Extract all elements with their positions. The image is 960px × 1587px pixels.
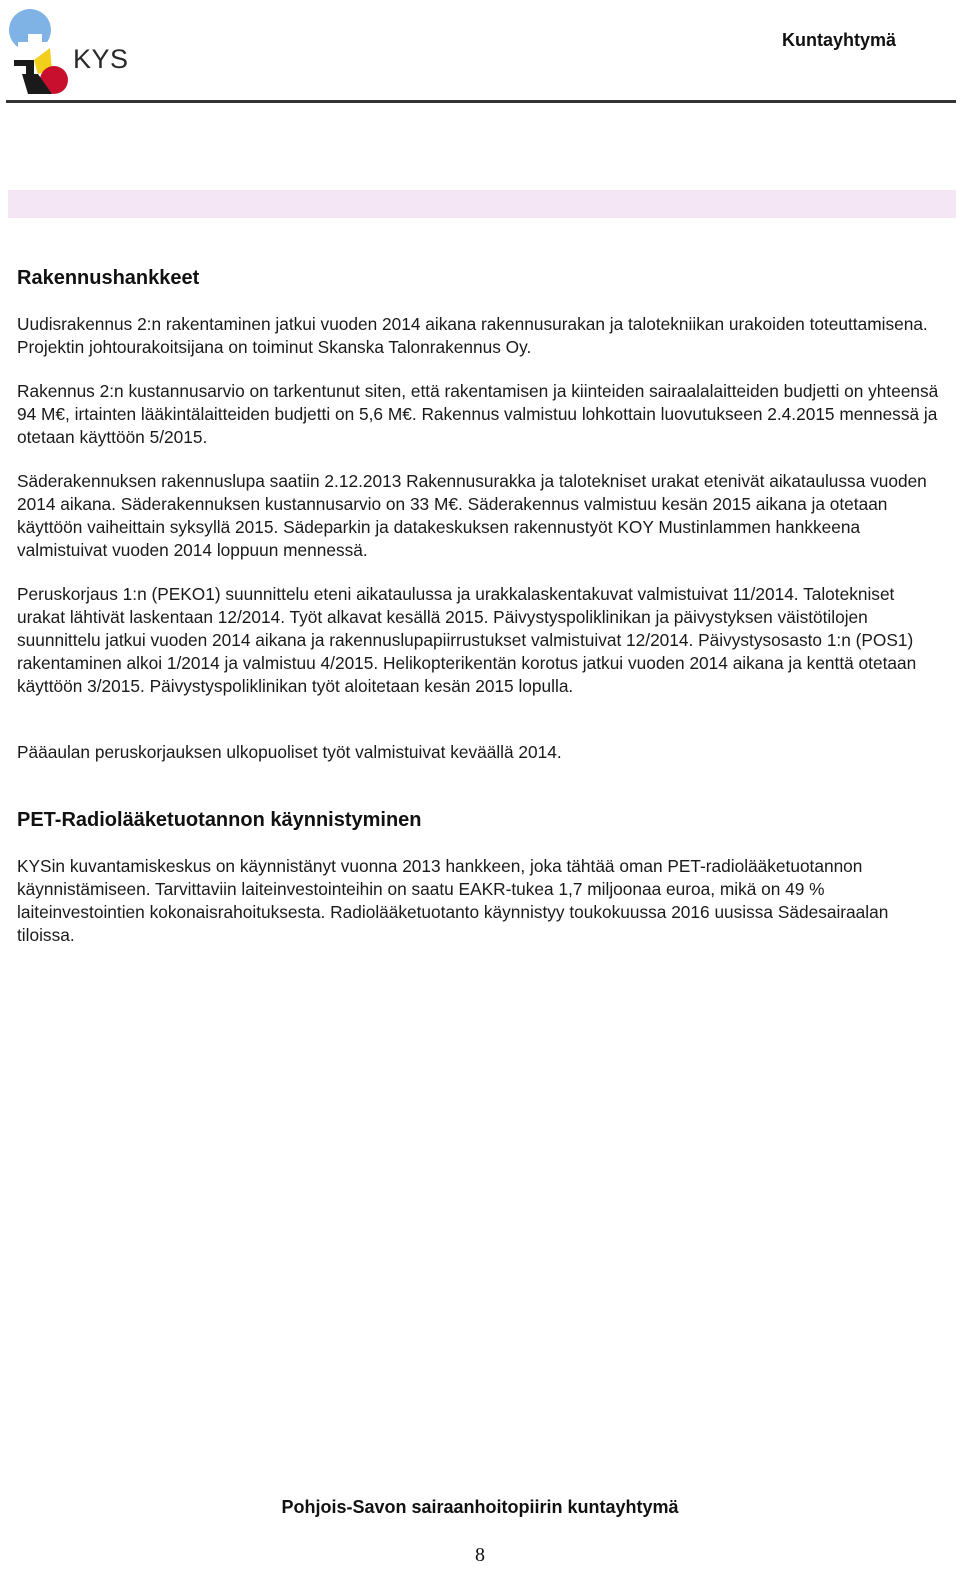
paragraph: Pääaulan peruskorjauksen ulkopuoliset työt valmistuivat keväällä 2014. [17,742,562,762]
paragraph: Rakennus 2:n kustannusarvio on tarkentunut siten, että rakentamisen ja kiinteiden sairaalalaitteiden budjetti on yhteensä 94 M€, irtainten lääkintälaitteiden budjetti on 5,6 M€. Rakennus valmistuu lohkottain luovutukseen 2.4.2015 mennessä ja otetaan käyttöön 5/2015. [17,381,939,447]
page-number: 8 [475,1544,485,1566]
section-title-pet-radiolaaketuotanto: PET-Radiolääketuotannon käynnistyminen [17,809,422,831]
paragraph: Säderakennuksen rakennuslupa saatiin 2.12.2013 Rakennusurakka ja talotekniset urakat etenivät aikataulussa vuoden 2014 aikana. Säderakennuksen kustannusarvio on 33 M€. Säderakennus valmistuu kesän 2015 aikana ja otetaan käyttöön vaiheittain syksyllä 2015. Sädeparkin ja datakeskuksen rakennustyöt KOY Mustinlammen hankkeena valmistuivat vuoden 2014 loppuun mennessä. [17,471,927,560]
paragraph: Uudisrakennus 2:n rakentaminen jatkui vuoden 2014 aikana rakennusurakan ja talotekniikan urakoiden toteuttamisena. Projektin johtourakoitsijana on toiminut Skanska Talonrakennus Oy. [17,314,928,357]
logo-text: KYS [73,44,129,74]
header-organization-label: Kuntayhtymä [781,30,896,50]
paragraph: Peruskorjaus 1:n (PEKO1) suunnittelu eteni aikataulussa ja urakkalaskentakuvat valmistuivat 11/2014. Talotekniset urakat lähtivät laskentaan 12/2014. Työt alkavat kesällä 2015. Päivystyspoliklinikan ja päivystyksen väistötilojen suunnittelu jatkui vuoden 2014 aikana ja rakennuslupapiirrustukset valmistuivat 12/2014. Päivystysosasto 1:n (POS1) rakentaminen alkoi 1/2014 ja valmistuu 4/2015. Helikopterikentän korotus jatkui vuoden 2014 aikana ja kenttä otetaan käyttöön 3/2015. Päivystyspoliklinikan työt aloitetaan kesän 2015 lopulla. [17,584,917,696]
section-title-rakennushankkeet: Rakennushankkeet [17,267,200,289]
page-header [0,0,960,104]
header-divider [6,100,956,103]
footer-organization: Pohjois-Savon sairaanhoitopiirin kuntayhtymä [281,1497,679,1517]
paragraph: KYSin kuvantamiskeskus on käynnistänyt vuonna 2013 hankkeen, joka tähtää oman PET-radiolääketuotannon käynnistämiseen. Tarvittaviin laiteinvestointeihin on saatu EAKR-tukea 1,7 miljoonaa euroa, mikä on 49 % laiteinvestointien kokonaisrahoituksesta. Radiolääketuotanto käynnistyy toukokuussa 2016 uusissa Sädesairaalan tiloissa. [17,856,889,945]
decorative-band [8,190,956,218]
